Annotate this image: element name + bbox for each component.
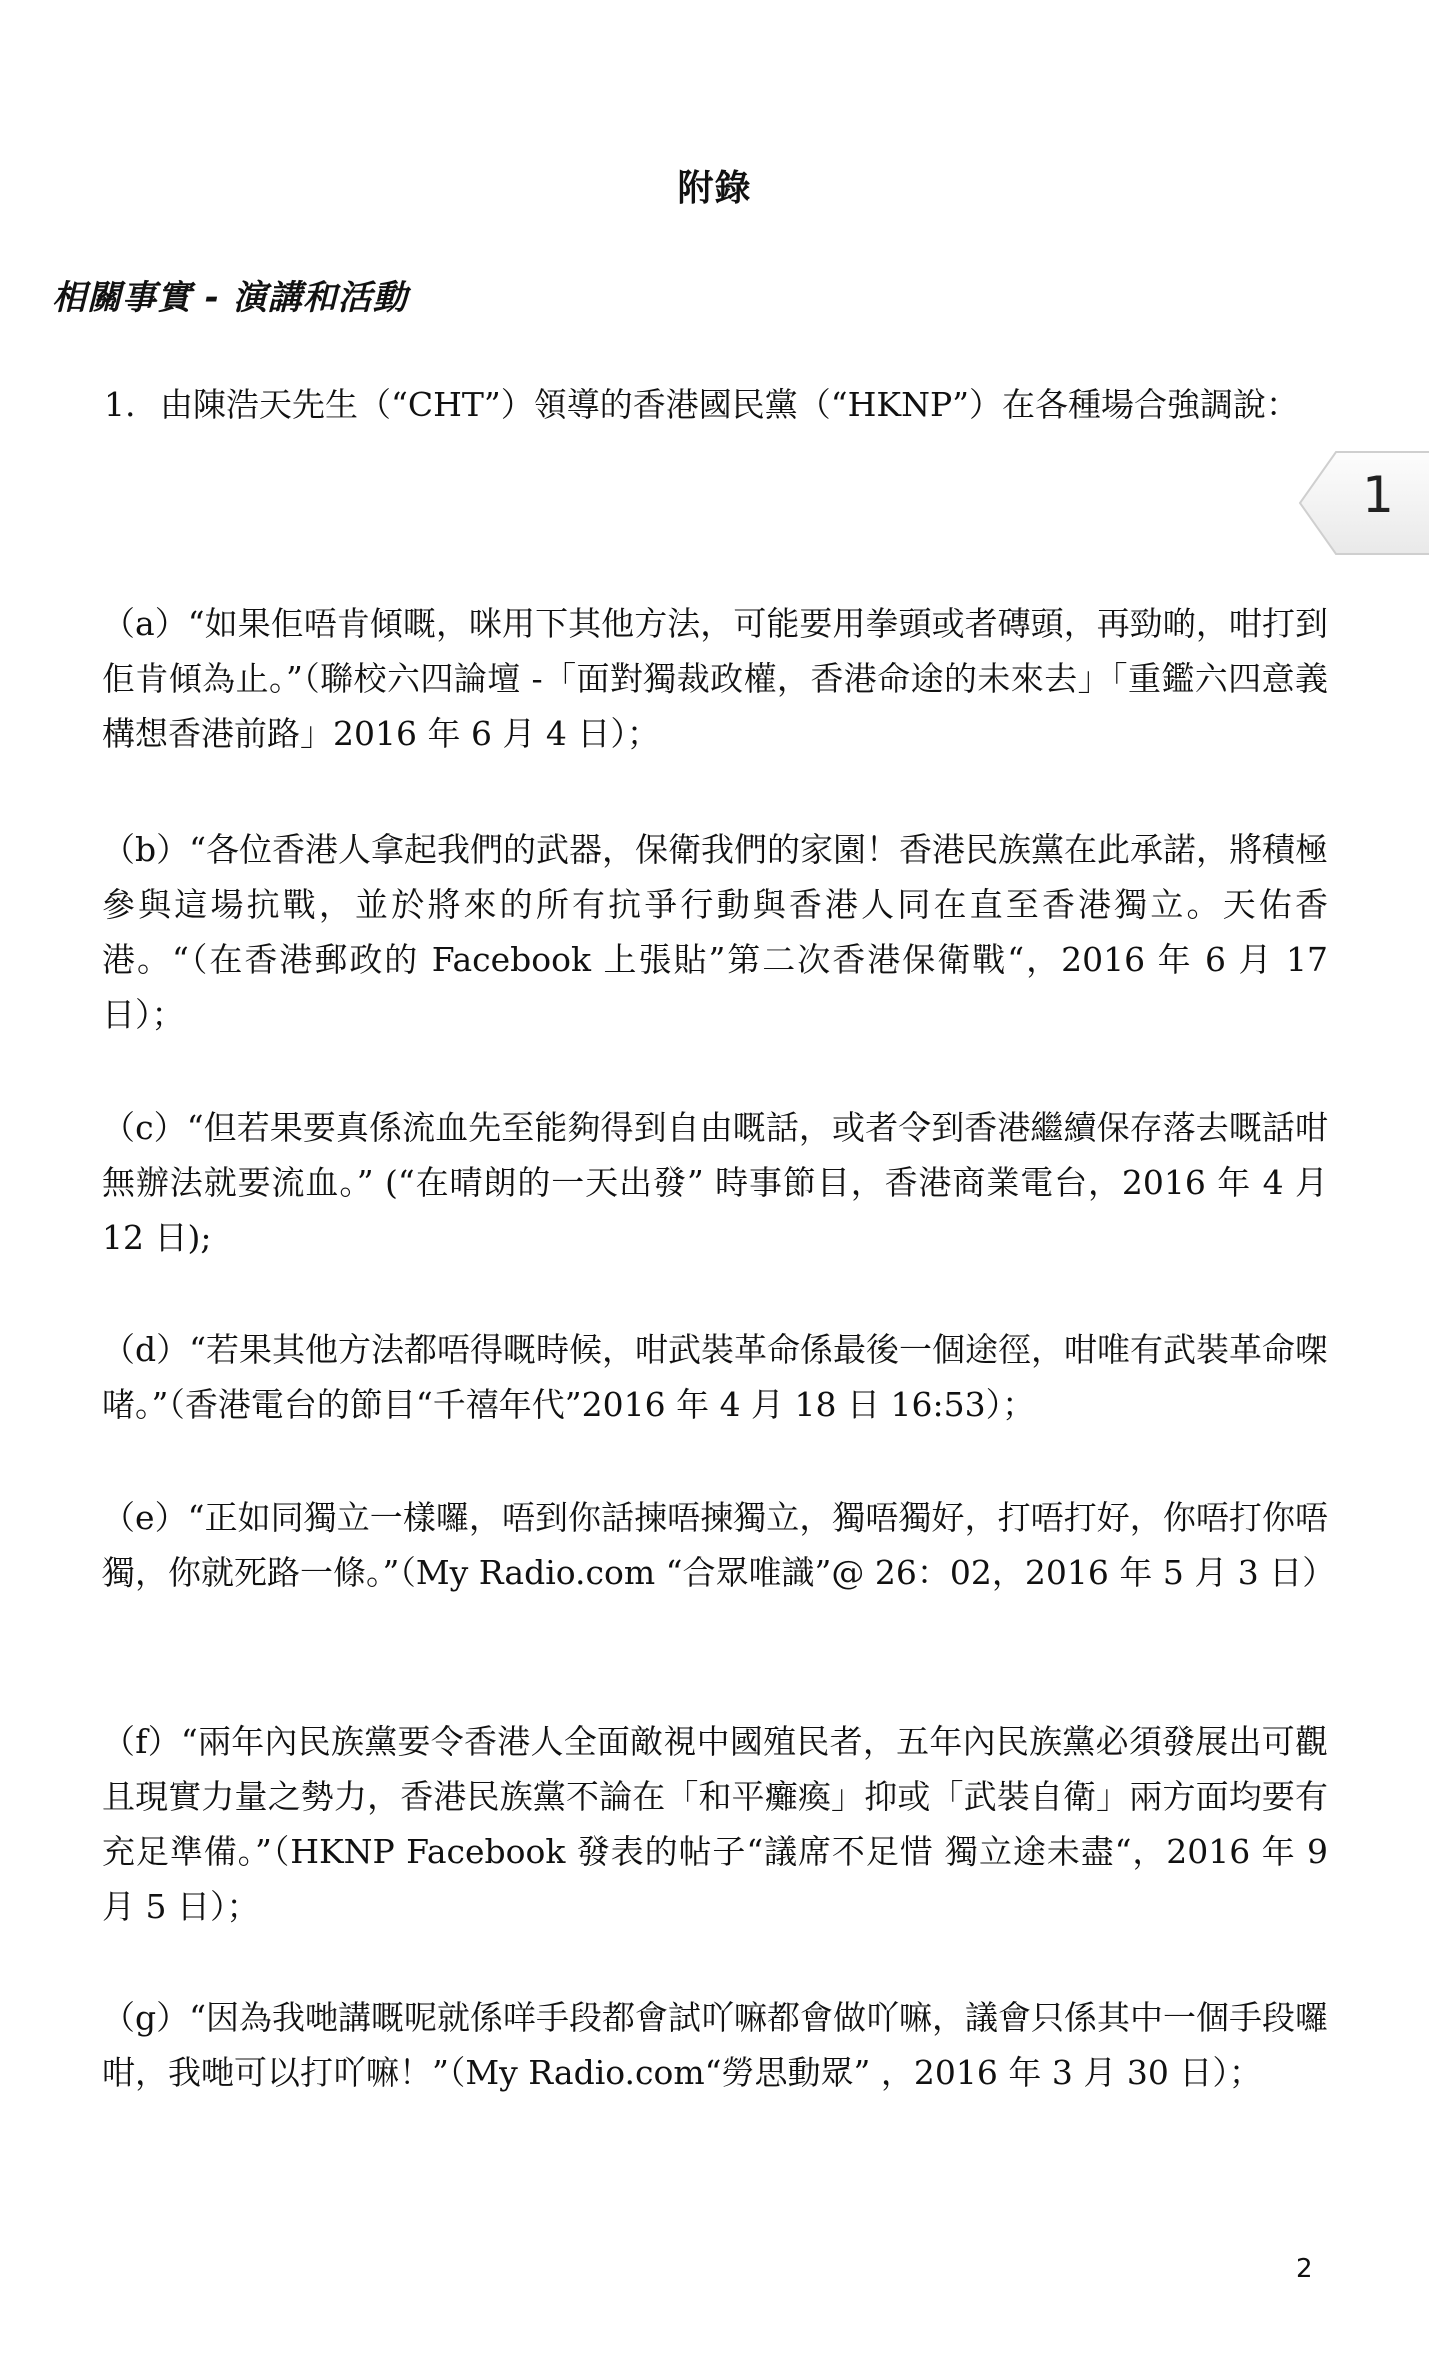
quote-paragraph-g: （g）“因為我哋講嘅呢就係咩手段都會試吖嘛都會做吖嘛，議會只係其中一個手段囉咁，我哋可以打吖嘛！”（My Radio.com“勞思動眾” ，2016 年 3 月 30 日）； (102, 1998, 1328, 2092)
item-number: 1. (104, 385, 136, 424)
appendix-heading: 附錄 (677, 168, 752, 209)
quote-paragraph-b: （b）“各位香港人拿起我們的武器，保衛我們的家園！香港民族黨在此承諾，將積極參與這場抗戰，並於將來的所有抗爭行動與香港人同在直至香港獨立。天佑香港。“（在香港郵政的 Facebook 上張貼”第二次香港保衛戰“，2016 年 6 月 17 日）； (102, 830, 1328, 1034)
tab-number: 1 (1362, 466, 1394, 524)
page-number: 2 (1296, 2254, 1313, 2284)
section-title: 相關事實 - 演講和活動 (52, 278, 408, 318)
quote-paragraph-a: （a）“如果佢唔肯傾嘅，咪用下其他方法，可能要用拳頭或者磚頭，再勁啲，咁打到佢肯傾為止。”（聯校六四論壇 -「面對獨裁政權，香港命途的未來去」「重鑑六四意義構想香港前路」2016 年 6 月 4 日）； (102, 604, 1328, 753)
list-item (104, 378, 1334, 432)
section-tab-marker (1296, 444, 1429, 562)
quote-paragraph-c: （c）“但若果要真係流血先至能夠得到自由嘅話，或者令到香港繼續保存落去嘅話咁無辦法就要流血。” (“在晴朗的一天出發” 時事節目，香港商業電台，2016 年 4 月 12 日); (102, 1108, 1328, 1257)
quote-paragraph-e: （e）“正如同獨立一樣囉，唔到你話揀唔揀獨立，獨唔獨好，打唔打好，你唔打你唔獨，你就死路一條。”（My Radio.com “合眾唯識”@ 26：02，2016 年 5 月 3 日） (102, 1498, 1336, 1592)
quote-paragraph-f: （f）“兩年內民族黨要令香港人全面敵視中國殖民者，五年內民族黨必須發展出可觀且現實力量之勢力，香港民族黨不論在「和平癱瘓」抑或「武裝自衛」兩方面均要有充足準備。”（HKNP Facebook 發表的帖子“議席不足惜 獨立途未盡“，2016 年 9 月 5 日）； (102, 1722, 1328, 1926)
quote-paragraph-d: （d）“若果其他方法都唔得嘅時候，咁武裝革命係最後一個途徑，咁唯有武裝革命㗎啫。”（香港電台的節目“千禧年代”2016 年 4 月 18 日 16:53）； (102, 1330, 1328, 1424)
item-text: 由陳浩天先生（“CHT”）領導的香港國民黨（“HKNP”）在各種場合強調說： (160, 385, 1300, 424)
